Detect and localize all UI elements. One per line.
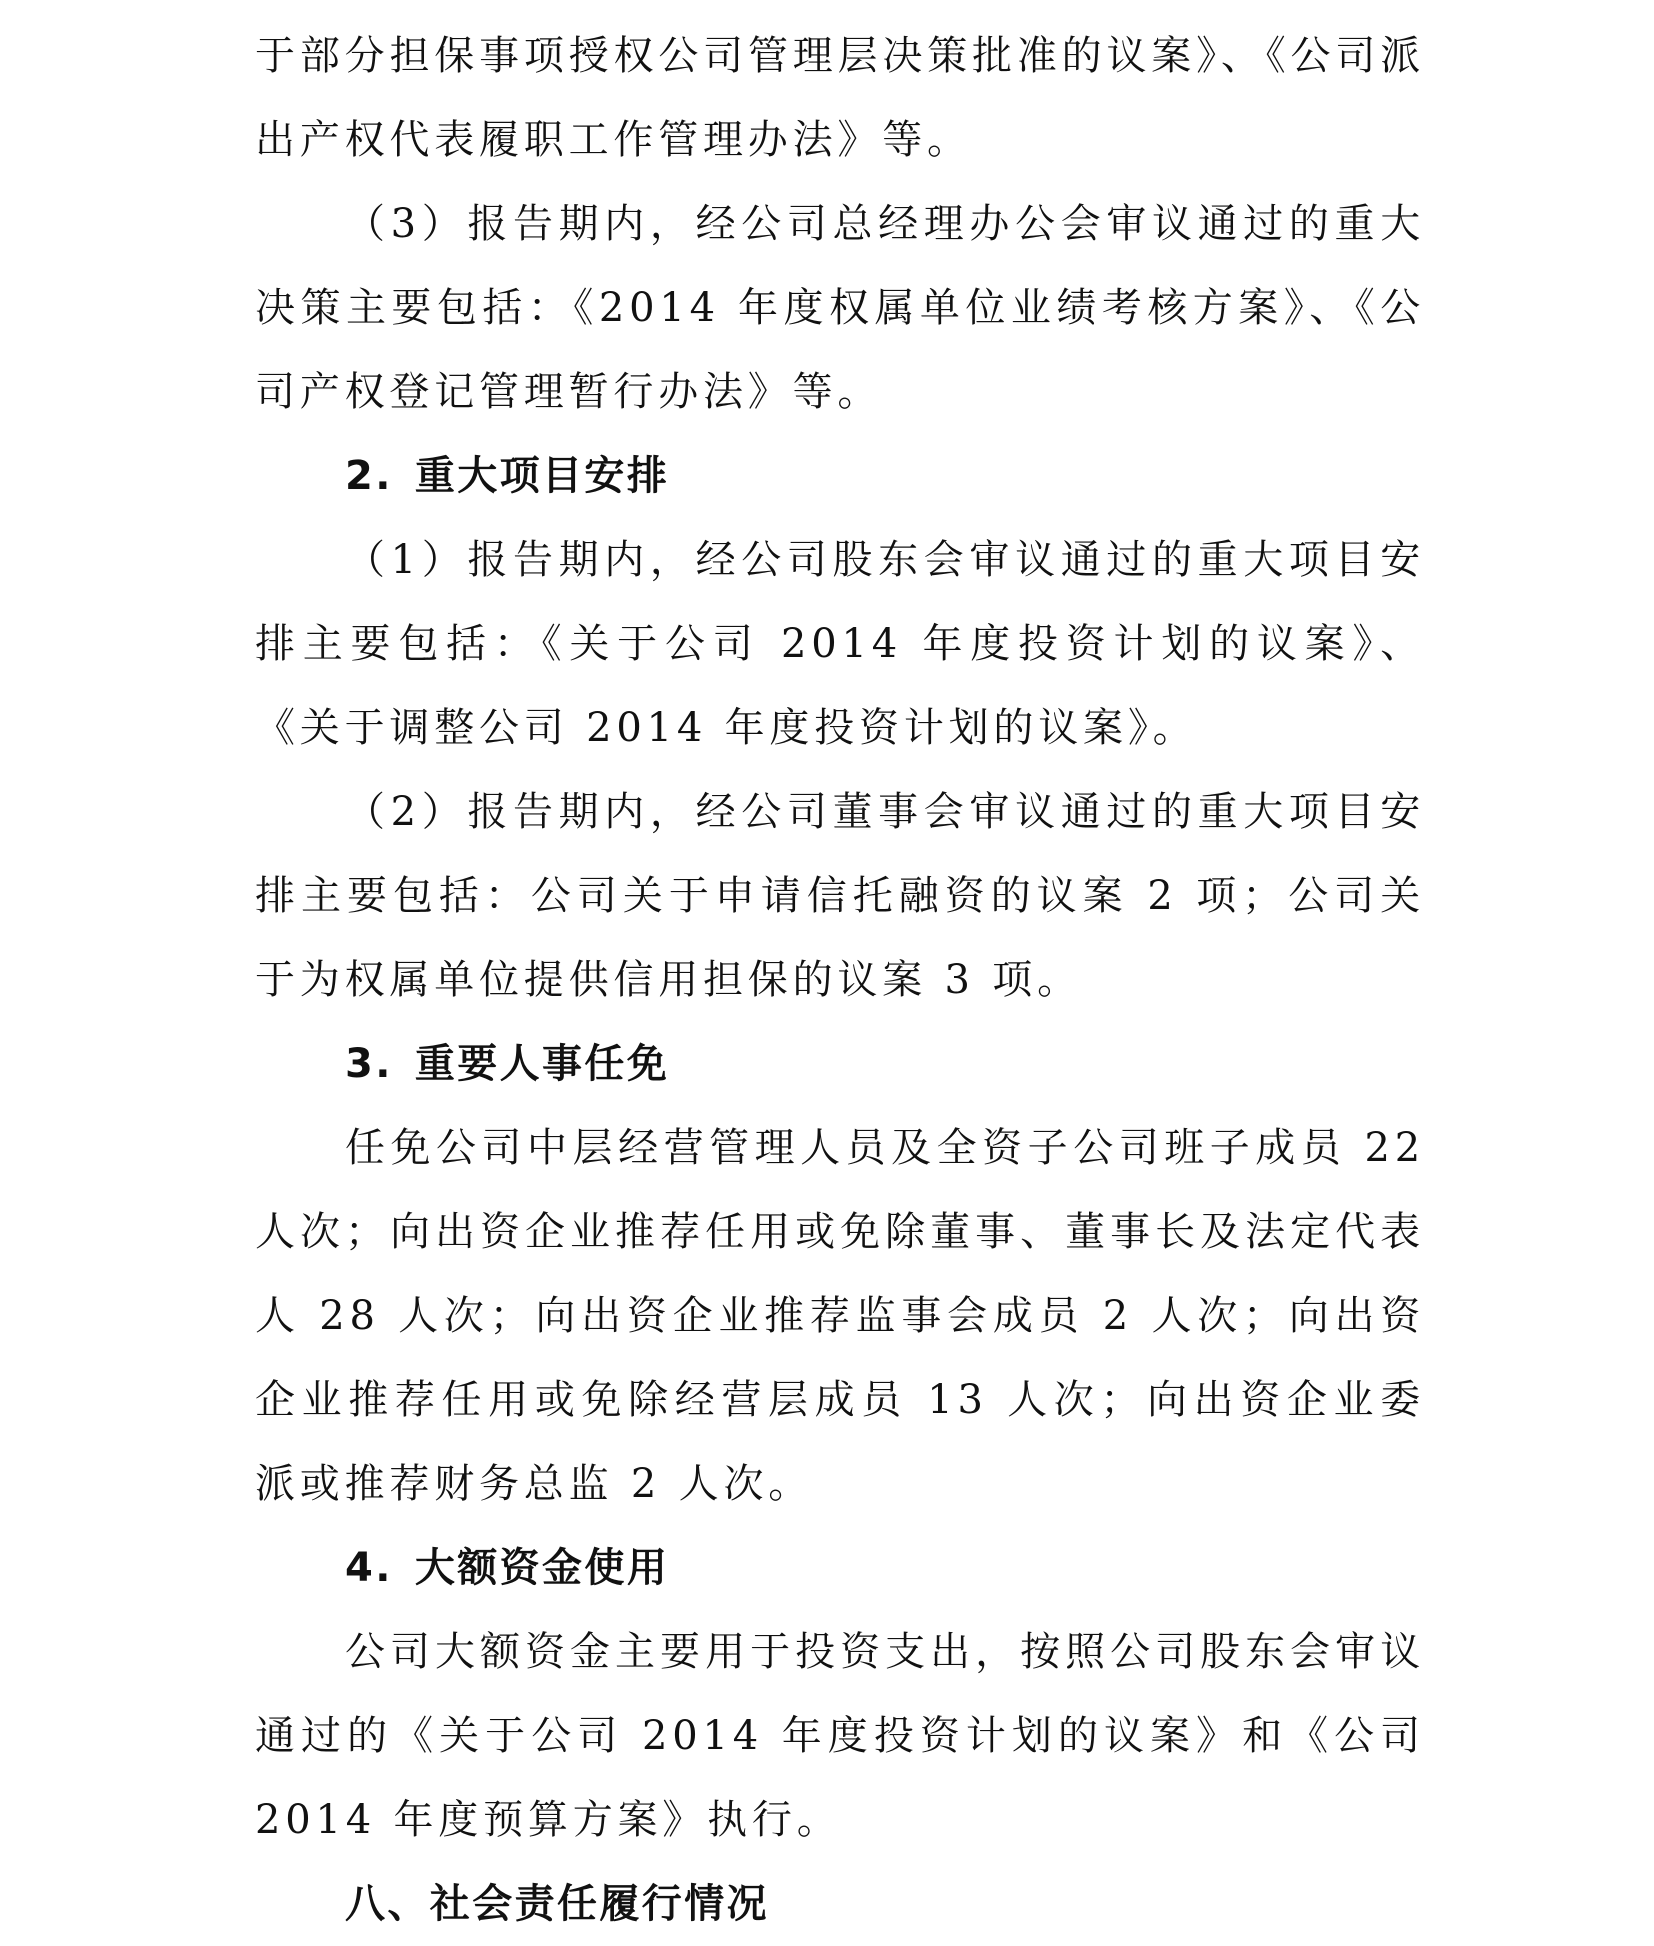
heading-number: 2. bbox=[345, 453, 393, 499]
paragraph-continuation: 于部分担保事项授权公司管理层决策批准的议案》、《公司派出产权代表履职工作管理办法》等。 bbox=[255, 33, 1425, 163]
heading-number: 3. bbox=[345, 1041, 393, 1087]
paragraph-decision-general-manager: （3）报告期内，经公司总经理办公会审议通过的重大决策主要包括：《2014 年度权属单位业绩考核方案》、《公司产权登记管理暂行办法》等。 bbox=[255, 201, 1425, 415]
heading-major-projects bbox=[255, 434, 1425, 518]
document-body bbox=[255, 14, 1425, 1946]
heading-title: 重要人事任免 bbox=[414, 1041, 670, 1087]
heading-title: 大额资金使用 bbox=[414, 1545, 670, 1591]
heading-number: 4. bbox=[345, 1545, 393, 1591]
paragraph-projects-board: （2）报告期内，经公司董事会审议通过的重大项目安排主要包括：公司关于申请信托融资的议案 2 项；公司关于为权属单位提供信用担保的议案 3 项。 bbox=[255, 789, 1425, 1003]
paragraph-large-funds: 公司大额资金主要用于投资支出，按照公司股东会审议通过的《关于公司 2014 年度投资计划的议案》和《公司 2014 年度预算方案》执行。 bbox=[255, 1629, 1425, 1843]
heading-personnel bbox=[255, 1022, 1425, 1106]
heading-large-funds bbox=[255, 1526, 1425, 1610]
heading-social-responsibility: 八、社会责任履行情况 bbox=[345, 1881, 769, 1927]
paragraph-projects-shareholders: （1）报告期内，经公司股东会审议通过的重大项目安排主要包括：《关于公司 2014 年度投资计划的议案》、《关于调整公司 2014 年度投资计划的议案》。 bbox=[255, 537, 1425, 751]
paragraph-personnel: 任免公司中层经营管理人员及全资子公司班子成员 22 人次；向出资企业推荐任用或免除董事、董事长及法定代表人 28 人次；向出资企业推荐监事会成员 2 人次；向出资企业推荐任用或免除经营层成员 13 人次；向出资企业委派或推荐财务总监 2 人次。 bbox=[255, 1125, 1425, 1507]
heading-title: 重大项目安排 bbox=[414, 453, 670, 499]
